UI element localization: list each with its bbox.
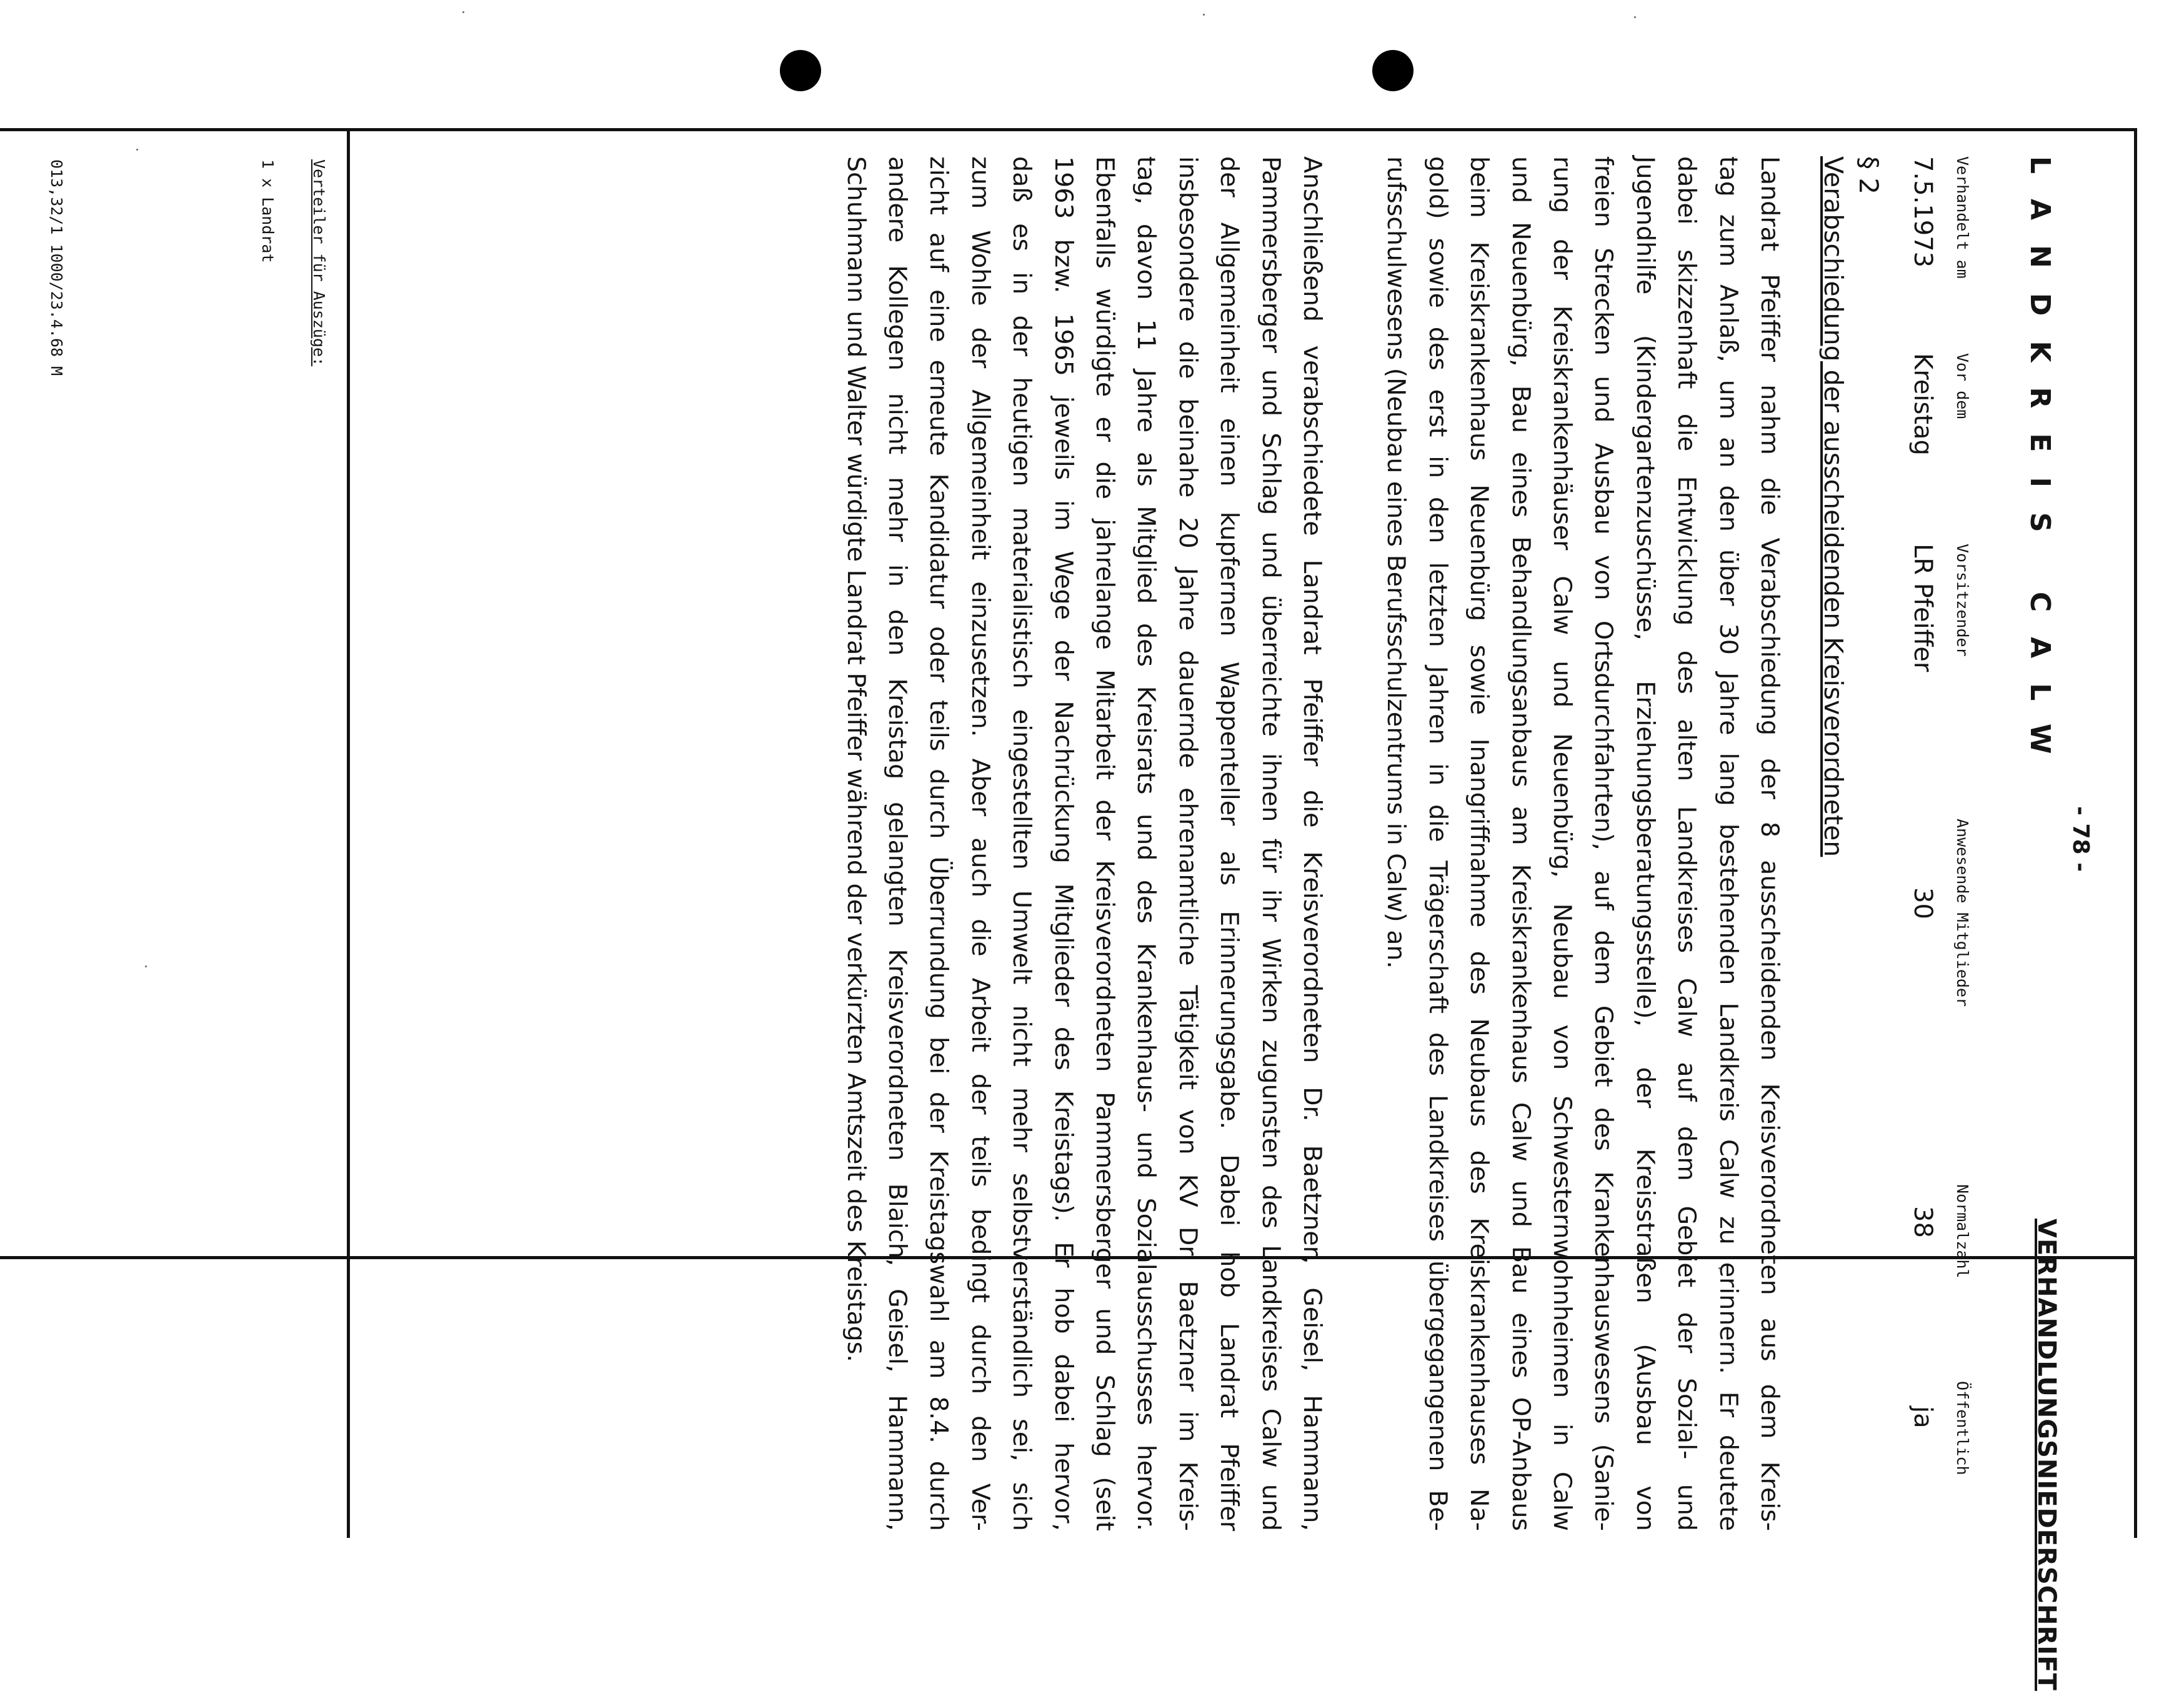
paragraph-line: gold) sowie des erst in den letzten Jahren in die Trägerschaft des Landkreises übergegangenen Be-: [1423, 156, 1452, 1531]
paragraph-2: [835, 156, 1333, 1531]
meta-value-normal: 38: [1908, 1206, 1937, 1238]
meta-label-body: Vor dem: [1953, 353, 1972, 419]
paragraph-line: tag, davon 11 Jahre als Mitglied des Kreisrats und des Krankenhaus- und Sozialausschusses hervor.: [1132, 156, 1161, 1531]
meta-label-public: Öffentlich: [1953, 1381, 1972, 1475]
meta-label-date: Verhandelt am: [1953, 156, 1972, 279]
paragraph-line: Schuhmann und Walter würdigte Landrat Pfeiffer während der verkürzten Amtszeit des Kreistags.: [841, 156, 870, 1362]
paragraph-line: zum Wohle der Allgemeinheit einzusetzen. Aber auch die Arbeit der teils bedingt durch den Ver-: [965, 156, 995, 1531]
distribution-line: 1 x Landrat: [259, 159, 277, 263]
paragraph-line: tag zum Anlaß, um an den über 30 Jahre lang bestehenden Landkreis Calw zu erinnern. Er deutete: [1713, 156, 1743, 1531]
punch-hole: [780, 50, 821, 91]
paragraph-line: Jugendhilfe (Kindergartenzuschüsse, Erziehungsberatungsstelle), der Kreisstraßen (Ausbau von: [1630, 156, 1660, 1531]
paragraph-line: 1963 bzw. 1965 jeweils im Wege der Nachrückung Mitglieder des Kreistags). Er hob dabei hervor,: [1049, 156, 1078, 1531]
meta-label-normal: Normalzahl: [1953, 1184, 1972, 1279]
scan-speck: [1634, 16, 1636, 18]
paragraph-line: Ebenfalls würdigte er die jahrelange Mitarbeit der Kreisverordneten Pammersberger und Schlag (seit: [1090, 156, 1119, 1531]
punch-hole: [1372, 50, 1414, 91]
paragraph-line: Anschließend verabschiedete Landrat Pfeiffer die Kreisverordneten Dr. Baetzner, Geisel, Hammann,: [1298, 156, 1327, 1531]
protocol-page: [131, 131, 2118, 1691]
page-number: - 78 -: [2068, 806, 2093, 872]
meta-value-public: ja: [1908, 1406, 1937, 1429]
paragraph-line: freien Strecken und Ausbau von Ortsdurchfahrten), auf dem Gebiet des Krankenhauswesens (Sanie-: [1589, 156, 1618, 1531]
paragraph-line: rung der Kreiskrankenhäuser Calw und Neuenbürg, Neubau von Schwesternwohnheimen in Calw: [1547, 156, 1577, 1531]
paragraph-line: rufsschulwesens (Neubau eines Berufsschulzentrums in Calw) an.: [1382, 156, 1411, 969]
section-number: § 2: [1853, 156, 1884, 195]
meta-value-date: 7.5.1973: [1908, 156, 1937, 268]
scan-speck: [462, 11, 464, 13]
paragraph-line: beim Kreiskrankenhaus Neuenbürg sowie Inangriffnahme des Neubaus des Kreiskrankenhauses Na-: [1465, 156, 1494, 1531]
paragraph-line: insbesondere die beinahe 20 Jahre dauernde ehrenamtliche Tätigkeit von KV Dr. Baetzner im Kreis-: [1173, 156, 1202, 1531]
meta-value-chair: LR Pfeiffer: [1908, 544, 1937, 672]
paragraph-line: Pammersberger und Schlag und überreichte ihnen für ihr Wirken zugunsten des Landkreises Calw und: [1256, 156, 1285, 1531]
meta-label-present: Anwesende Mitglieder: [1953, 819, 1972, 1007]
paragraph-line: der Allgemeinheit einen kupfernen Wappenteller als Erinnerungsgabe. Dabei hob Landrat Pfeiffer: [1215, 156, 1244, 1531]
right-rule: [2134, 128, 2137, 1538]
distribution-title: Verteiler für Auszüge:: [310, 159, 328, 367]
paragraph-line: daß es in der heutigen materialistisch eingestellten Umwelt nicht mehr selbstverständlich sei, sich: [1007, 156, 1037, 1531]
paragraph-line: Landrat Pfeiffer nahm die Verabschiedung der 8 ausscheidenden Kreisverordneten aus dem Kreis-: [1755, 156, 1784, 1531]
form-code: 013,32/1 1000/23.4.68 M: [47, 159, 66, 376]
meta-label-chair: Vorsitzender: [1953, 544, 1972, 657]
paragraph-line: und Neuenbürg, Bau eines Behandlungsanbaus am Kreiskrankenhaus Calw und Bau eines OP-Anbaus: [1506, 156, 1535, 1531]
paragraph-line: andere Kollegen nicht mehr in den Kreistag gelangten Kreisverordneten Blaich, Geisel, Hammann,: [882, 156, 912, 1531]
paragraph-1: [1375, 156, 1790, 1531]
section-title: Verabschiedung der ausscheidenden Kreisverordneten: [1818, 156, 1848, 857]
document-type: VERHANDLUNGSNIEDERSCHRIFT: [2032, 1219, 2061, 1691]
district-title: LANDKREIS CALW: [2024, 156, 2056, 779]
paragraph-line: zicht auf eine erneute Kandidatur oder teils durch Überrundung bei der Kreistagswahl am 8.4. durch: [924, 156, 954, 1531]
paragraph-line: dabei skizzenhaft die Entwicklung des alten Landkreises Calw auf dem Gebiet der Sozial- und: [1672, 156, 1702, 1531]
meta-value-present: 30: [1908, 887, 1937, 919]
scan-speck: [1203, 14, 1205, 16]
meta-value-body: Kreistag: [1908, 353, 1937, 456]
